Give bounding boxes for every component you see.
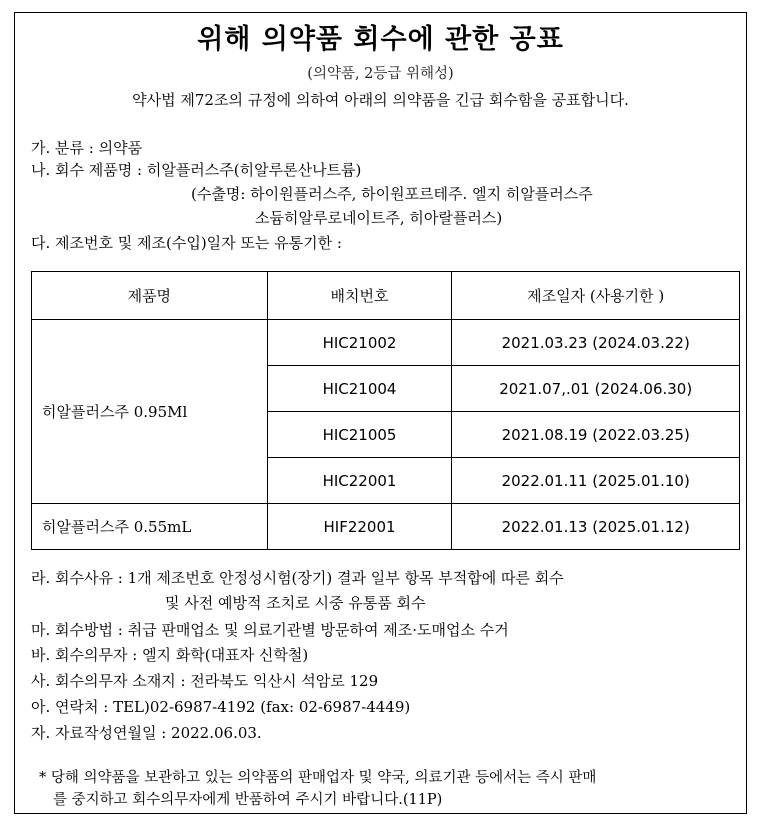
batch-cell: HIC21004: [267, 366, 452, 412]
detail-reason-2: 및 사전 예방적 조치로 시중 유통품 회수: [165, 594, 426, 612]
batch-cell: HIF22001: [267, 504, 452, 550]
table-row: [32, 504, 740, 550]
product-cell: 히알플러스주 0.95Ml: [32, 320, 268, 504]
batch-cell: HIC22001: [267, 458, 452, 504]
footnote-line-1: * 당해 의약품을 보관하고 있는 의약품의 판매업자 및 약국, 의료기관 등에서는 즉시 판매: [39, 770, 597, 786]
detail-contact: 아. 연락처 : TEL)02-6987-4192 (fax: 02-6987-4449): [31, 698, 411, 716]
item-export-name-2: 소듐히알루로네이트주, 히아랄플러스): [255, 209, 503, 227]
footnote-line-2: 를 중지하고 회수의무자에게 반품하여 주시기 바랍니다.(11P): [53, 792, 443, 808]
batch-cell: HIC21002: [267, 320, 452, 366]
header-date: 제조일자 (사용기한 ): [452, 272, 740, 320]
batch-cell: HIC21005: [267, 412, 452, 458]
item-export-name-1: (수출명: 하이원플러스주, 하이원포르테주. 엘지 히알플러스주: [191, 185, 593, 203]
detail-obligor: 바. 회수의무자 : 엘지 화학(대표자 신학철): [31, 646, 309, 664]
date-cell: 2022.01.11 (2025.01.10): [452, 458, 740, 504]
detail-method: 마. 회수방법 : 취급 판매업소 및 의료기관별 방문하여 제조·도매업소 수거: [31, 621, 509, 639]
item-lot-heading: 다. 제조번호 및 제조(수입)일자 또는 유통기한 :: [31, 234, 342, 252]
header-batch: 배치번호: [267, 272, 452, 320]
header-product: 제품명: [32, 272, 268, 320]
product-cell: 히알플러스주 0.55mL: [32, 504, 268, 550]
detail-date: 자. 자료작성연월일 : 2022.06.03.: [31, 724, 262, 742]
footnote: [39, 767, 739, 811]
detail-address: 사. 회수의무자 소재지 : 전라북도 익산시 석암로 129: [31, 672, 379, 690]
item-category: 가. 분류 : 의약품: [31, 139, 143, 157]
date-cell: 2022.01.13 (2025.01.12): [452, 504, 740, 550]
item-product-name: 나. 회수 제품명 : 히알플러스주(히알루론산나트륨): [31, 161, 362, 179]
notice-subtitle: (의약품, 2등급 위해성): [307, 66, 454, 82]
recall-notice: [14, 12, 747, 814]
table-row: [32, 320, 740, 366]
date-cell: 2021.08.19 (2022.03.25): [452, 412, 740, 458]
notice-title: 위해 의약품 회수에 관한 공표: [197, 24, 564, 55]
table-header-row: [32, 272, 740, 320]
detail-reason-1: 라. 회수사유 : 1개 제조번호 안정성시험(장기) 결과 일부 항목 부적합에 따른 회수: [31, 569, 564, 587]
notice-intro: 약사법 제72조의 규정에 의하여 아래의 의약품을 긴급 회수함을 공표합니다.: [132, 91, 629, 109]
date-cell: 2021.03.23 (2024.03.22): [452, 320, 740, 366]
date-cell: 2021.07,.01 (2024.06.30): [452, 366, 740, 412]
lot-table: [31, 271, 740, 550]
